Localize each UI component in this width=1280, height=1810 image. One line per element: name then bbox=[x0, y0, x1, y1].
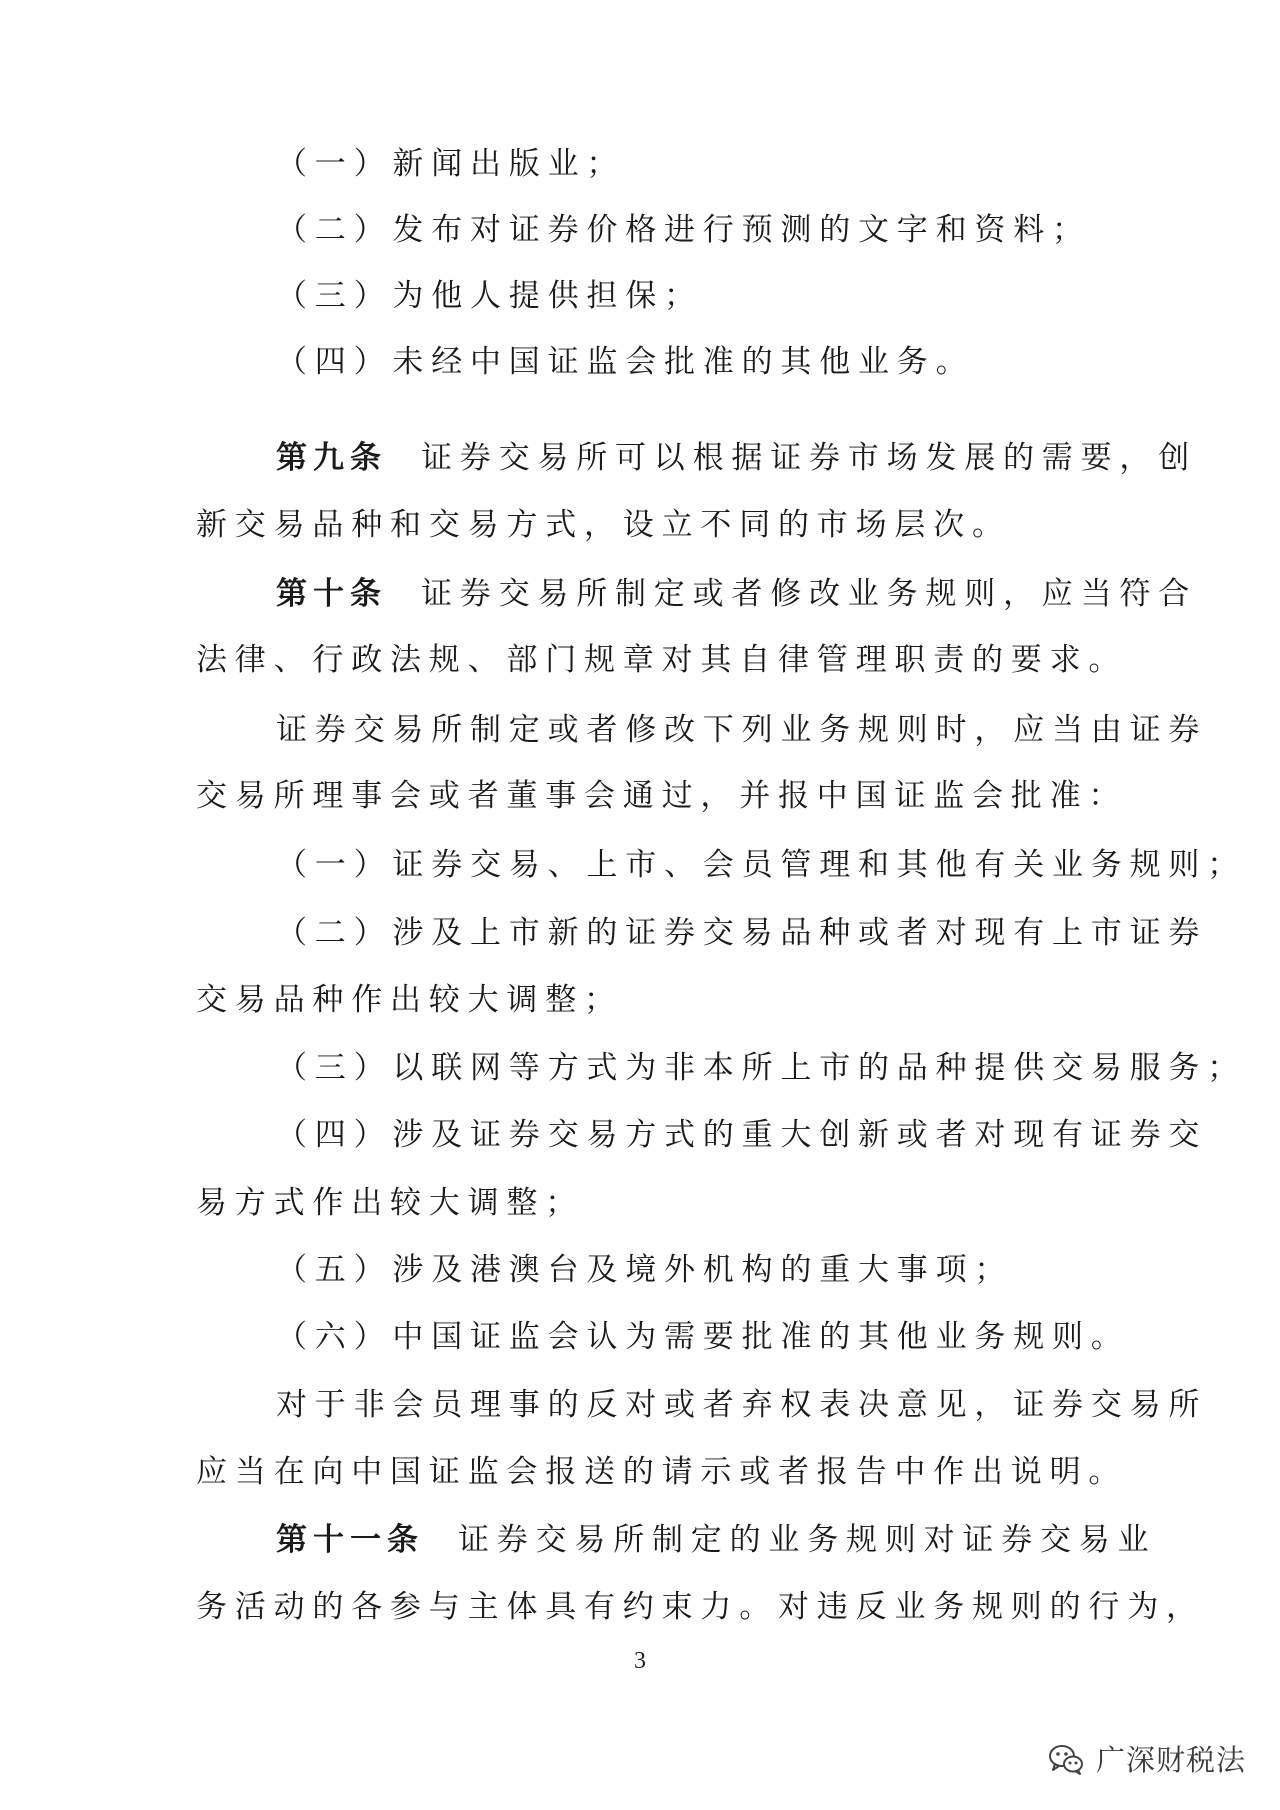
text-line: （六）中国证监会认为需要批准的其他业务规则。 bbox=[276, 1319, 1130, 1355]
text-line: （五）涉及港澳台及境外机构的重大事项； bbox=[276, 1252, 1014, 1288]
text-line: 易方式作出较大调整； bbox=[196, 1185, 584, 1221]
article-10-heading-line: 第十条 证券交易所制定或者修改业务规则，应当符合 bbox=[276, 576, 1197, 612]
text-line: （二）涉及上市新的证券交易品种或者对现有上市证券 bbox=[276, 915, 1208, 951]
text-line: （四）涉及证券交易方式的重大创新或者对现有证券交 bbox=[276, 1117, 1208, 1153]
watermark bbox=[1046, 1738, 1246, 1779]
text-line: 新交易品种和交易方式，设立不同的市场层次。 bbox=[196, 507, 1011, 543]
article-number: 第十一条 bbox=[276, 1522, 424, 1558]
text-line: （三）以联网等方式为非本所上市的品种提供交易服务； bbox=[276, 1050, 1246, 1086]
text-line: （四）未经中国证监会批准的其他业务。 bbox=[276, 344, 975, 380]
article-11-heading-line: 第十一条 证券交易所制定的业务规则对证券交易业 bbox=[276, 1522, 1157, 1558]
text-line: 交易所理事会或者董事会通过，并报中国证监会批准： bbox=[196, 778, 1128, 814]
text-line: 法律、行政法规、部门规章对其自律管理职责的要求。 bbox=[196, 642, 1128, 678]
page-number: 3 bbox=[634, 1648, 646, 1674]
wechat-icon bbox=[1046, 1739, 1086, 1779]
text-line: 务活动的各参与主体具有约束力。对违反业务规则的行为， bbox=[196, 1589, 1205, 1625]
text-line: 交易品种作出较大调整； bbox=[196, 982, 623, 1018]
article-9-heading-line: 第九条 证券交易所可以根据证券市场发展的需要，创 bbox=[276, 440, 1197, 476]
article-number: 第九条 bbox=[276, 440, 387, 476]
text-line: （一）证券交易、上市、会员管理和其他有关业务规则； bbox=[276, 847, 1246, 883]
text-line: 应当在向中国证监会报送的请示或者报告中作出说明。 bbox=[196, 1454, 1128, 1490]
text-line: （二）发布对证券价格进行预测的文字和资料； bbox=[276, 212, 1091, 248]
watermark-text: 广深财税法 bbox=[1095, 1743, 1246, 1777]
text-line: （一）新闻出版业； bbox=[276, 146, 626, 182]
text-line: （三）为他人提供担保； bbox=[276, 278, 703, 314]
text-line: 对于非会员理事的反对或者弃权表决意见，证券交易所 bbox=[276, 1387, 1208, 1423]
article-number: 第十条 bbox=[276, 576, 387, 612]
text-line: 证券交易所制定或者修改下列业务规则时，应当由证券 bbox=[276, 712, 1208, 748]
